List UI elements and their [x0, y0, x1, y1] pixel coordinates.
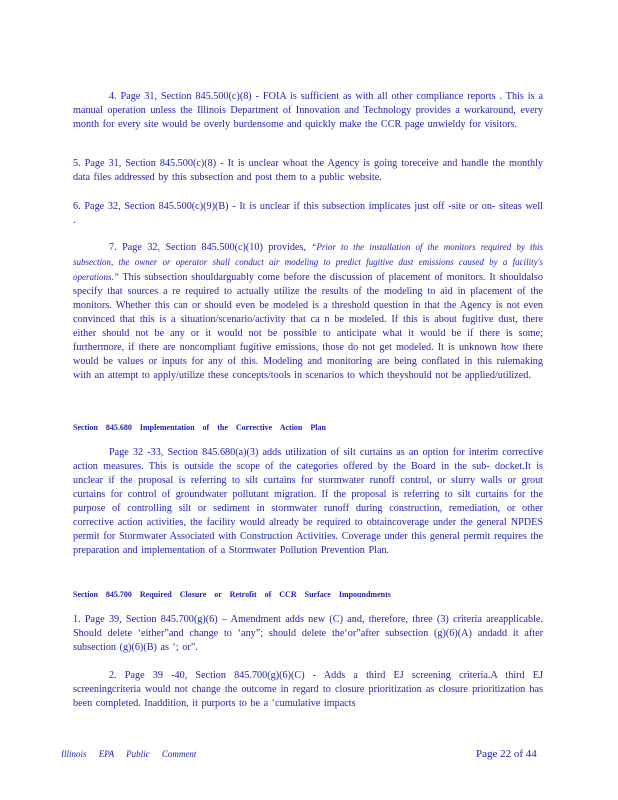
comment-text: 1. Page 39, Section 845.700(g)(6) – Amendment adds new (C) and, therefore, three (3) criteria areapplicable. Should delete ‘either”and change to ‘any”; should delete the‘or”after subsection (g)(6)(A) andadd it after subsection (g)(6)(B) as ‘; or”.: [73, 614, 543, 653]
comment-text: 6. Page 32, Section 845.500(c)(9)(B) - It is unclear if this subsection implicates just off -site or on- siteas well .: [73, 201, 543, 226]
quoted-rule-text: “Prior to the installation of the monitors required by this subsection, the owner or operator shall conduct air modeling to predict fugitive dust emissions caused by a facility's operations.”: [73, 242, 543, 282]
section-heading-845-700: Section 845.700 Required Closure or Retrofit of CCR Surface Impoundments: [73, 590, 391, 599]
comment-paragraph-6: [73, 200, 543, 228]
comment-text: 5. Page 31, Section 845.500(c)(8) - It is unclear whoat the Agency is going toreceive and handle the monthly data files addressed by this subsection and post them to a public website.: [73, 158, 543, 183]
comment-text-body: This subsection shouldarguably come before the discussion of placement of monitors. It shouldalso specify that sources a re required to actually utilize the results of the modeling to aid in placement of the monitors. Whether this can or should even be modeled is a threshold question in that the Agency is not even convinced that this is a situation/scenario/activity that ca n be modeled. If this is about fugitive dust, there either should not be any or it would not be possible to anticipate what it would be if there is some; furthermore, if there are noncompliant fugitive emissions, those do not get modeled. It is unknown how there would be values or inputs for any of this. Modeling and monitoring are being conflated in this rulemaking with an attempt to apply/utilize these concepts/tools in scenarios to which theyshould not be applied/utilized.: [73, 272, 543, 381]
comment-text: Page 32 -33, Section 845.680(a)(3) adds utilization of silt curtains as an option for interim corrective action measures. This is outside the scope of the categories offered by the Board in the sub- docket.It is unclear if the proposal is referring to silt curtains for stormwater runoff control, or slurry walls or grout curtains for control of groundwater pollutant migration. If the proposal is referring to silt curtains for the purpose of controlling silt or sediment in stormwater runoff during construction, remediation, or other corrective action activities, the facility would already be required to obtaincoverage under the general NPDES permit for Stormwater Associated with Construction Activities. Coverage under this general permit requires the preparation and implementation of a Stormwater Pollution Prevention Plan.: [73, 447, 543, 556]
comment-paragraph-1: [73, 613, 543, 655]
comment-text-intro: 7. Page 32, Section 845.500(c)(10) provides,: [109, 242, 312, 253]
page-number: Page 22 of 44: [476, 748, 537, 760]
footer-label: Illinois EPA Public Comment: [61, 749, 197, 759]
comment-paragraph-4: [73, 90, 543, 132]
section-heading-845-680: Section 845.680 Implementation of the Corrective Action Plan: [73, 423, 326, 432]
comment-text: 2. Page 39 -40, Section 845.700(g)(6)(C) - Adds a third EJ screening criteria.A third EJ screeningcriteria would not change the outcome in regard to closure prioritization as closure prioritization has been completed. Inaddition, it purports to be a ‘cumulative impacts: [73, 670, 543, 709]
comment-paragraph-2: [73, 669, 543, 711]
comment-paragraph-7: [73, 240, 543, 383]
comment-paragraph-5: [73, 157, 543, 185]
comment-paragraph-845-680: [73, 446, 543, 558]
comment-text: 4. Page 31, Section 845.500(c)(8) - FOIA is sufficient as with all other compliance reports . This is a manual operation unless the Illinois Department of Innovation and Technology provides a workaround, every month for every site would be overly burdensome and quickly make the CCR page unwieldy for visitors.: [73, 91, 543, 130]
